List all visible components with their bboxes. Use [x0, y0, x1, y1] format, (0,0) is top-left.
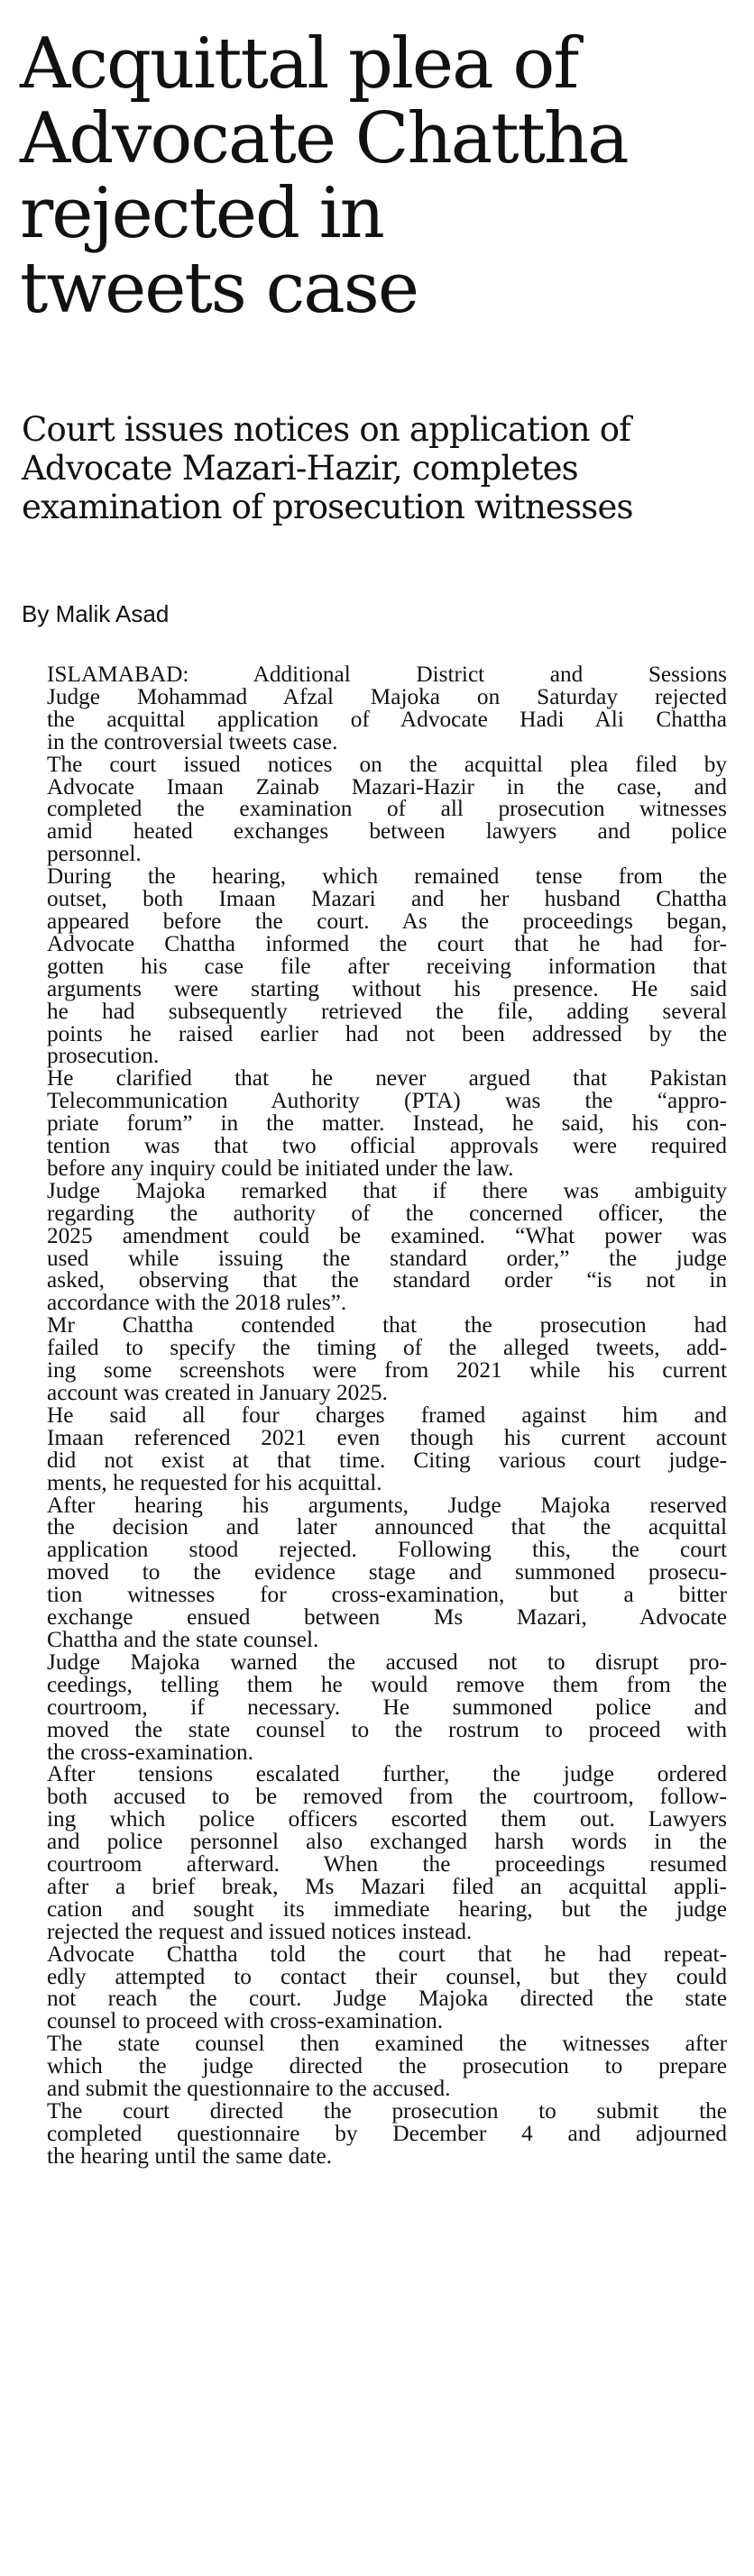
- body-line: ceedings, telling them he would remove them from the: [47, 1671, 727, 1697]
- body-line: and submit the questionnaire to the accused.: [47, 2076, 451, 2102]
- body-line: completed the examination of all prosecution witnesses: [47, 796, 727, 822]
- body-line: The court issued notices on the acquittal plea filed by: [47, 751, 727, 777]
- article-body: [25, 663, 727, 2168]
- body-line: did not exist at that time. Citing various court judge-: [47, 1447, 727, 1473]
- body-line: completed questionnaire by December 4 and adjourned: [47, 2120, 727, 2146]
- body-line: accordance with the 2018 rules”.: [47, 1290, 347, 1316]
- body-line: appeared before the court. As the proceedings began,: [47, 908, 727, 934]
- body-line: amid heated exchanges between lawyers and police: [47, 818, 727, 845]
- body-line: application stood rejected. Following this, the court: [47, 1537, 727, 1563]
- body-paragraph: [25, 1651, 727, 1764]
- body-line: courtroom afterward. When the proceedings resumed: [47, 1851, 727, 1877]
- body-line: after a brief break, Ms Mazari filed an acquittal appli-: [47, 1873, 727, 1899]
- body-line: not reach the court. Judge Majoka directed the state: [47, 1986, 727, 2012]
- headline-line: rejected in: [20, 173, 383, 254]
- headline-line: Acquittal plea of: [20, 23, 578, 105]
- body-line: He clarified that he never argued that Pakistan: [47, 1065, 727, 1092]
- body-line: After hearing his arguments, Judge Majoka reserved: [47, 1492, 727, 1518]
- body-paragraph: [25, 1067, 727, 1180]
- body-line: exchange ensued between Ms Mazari, Advocate: [47, 1604, 727, 1631]
- body-line: the acquittal application of Advocate Hadi Ali Chattha: [47, 706, 727, 732]
- body-line: points he raised earlier had not been addressed by the: [47, 1020, 727, 1046]
- body-line: After tensions escalated further, the judge ordered: [47, 1761, 727, 1787]
- body-line: gotten his case file after receiving information that: [47, 953, 727, 979]
- headline: [20, 23, 741, 329]
- body-line: Advocate Chattha informed the court that he had for-: [47, 930, 727, 956]
- body-line: account was created in January 2025.: [47, 1380, 388, 1405]
- body-line: Judge Majoka remarked that if there was ambiguity: [47, 1177, 727, 1203]
- body-paragraph: [25, 865, 727, 1067]
- body-line: Judge Majoka warned the accused not to disrupt pro-: [47, 1649, 727, 1675]
- body-line: Advocate Imaan Zainab Mazari-Hazir in the case, and: [47, 773, 727, 799]
- body-line: Chattha and the state counsel.: [47, 1626, 319, 1652]
- body-paragraph: [25, 663, 727, 754]
- body-paragraph: [25, 1943, 727, 2033]
- body-line: prosecution.: [47, 1043, 160, 1069]
- body-line: the cross-examination.: [47, 1739, 254, 1765]
- body-paragraph: [25, 1404, 727, 1494]
- body-line: During the hearing, which remained tense from the: [47, 863, 727, 890]
- body-line: ing some screenshots were from 2021 while his current: [47, 1357, 727, 1384]
- body-line: and police personnel also exchanged harsh words in the: [47, 1829, 727, 1855]
- body-line: moved the state counsel to the rostrum to proceed with: [47, 1716, 727, 1742]
- body-line: Telecommunication Authority (PTA) was the “appro-: [47, 1088, 727, 1114]
- body-line: failed to specify the timing of the alleged tweets, add-: [47, 1335, 727, 1361]
- body-line: edly attempted to contact their counsel, but they could: [47, 1963, 727, 1989]
- subheadline-line: Advocate Mazari-Hazir, completes: [22, 449, 578, 488]
- subheadline-line: Court issues notices on application of: [22, 410, 631, 449]
- body-line: The court directed the prosecution to submit the: [47, 2098, 727, 2124]
- body-line: counsel to proceed with cross-examination.: [47, 2008, 444, 2034]
- body-paragraph: [25, 1177, 727, 1316]
- body-line: courtroom, if necessary. He summoned police and: [47, 1694, 727, 1720]
- body-line: 2025 amendment could be examined. “What power was: [47, 1222, 727, 1248]
- body-line: moved to the evidence stage and summoned prosecu-: [47, 1559, 727, 1585]
- body-line: tention was that two official approvals were required: [47, 1133, 727, 1159]
- body-line: Advocate Chattha told the court that he had repeat-: [47, 1941, 727, 1967]
- body-line: in the controversial tweets case.: [47, 728, 338, 754]
- body-line: regarding the authority of the concerned officer, the: [47, 1200, 727, 1226]
- body-line: arguments were starting without his presence. He said: [47, 975, 727, 1001]
- headline-line: Advocate Chattha: [20, 98, 628, 179]
- body-line: ISLAMABAD: Additional District and Sessions: [47, 662, 727, 687]
- body-line: asked, observing that the standard order “is not in: [47, 1267, 727, 1293]
- body-line: the decision and later announced that the acquittal: [47, 1514, 727, 1540]
- body-line: He said all four charges framed against him and: [47, 1402, 727, 1428]
- body-paragraph: [25, 2032, 727, 2100]
- body-line: The state counsel then examined the witnesses after: [47, 2031, 727, 2057]
- body-line: before any inquiry could be initiated under the law.: [47, 1155, 514, 1181]
- body-line: which the judge directed the prosecution to prepare: [47, 2053, 727, 2079]
- body-line: ments, he requested for his acquittal.: [47, 1469, 382, 1495]
- body-line: tion witnesses for cross-examination, but a bitter: [47, 1582, 727, 1608]
- byline: By Malik Asad: [22, 600, 170, 627]
- body-line: ing which police officers escorted them out. Lawyers: [47, 1806, 727, 1832]
- body-line: priate forum” in the matter. Instead, he said, his con-: [47, 1110, 727, 1137]
- body-paragraph: [25, 1494, 727, 1651]
- body-line: rejected the request and issued notices instead.: [47, 1918, 473, 1944]
- body-line: cation and sought its immediate hearing, but the judge: [47, 1895, 727, 1922]
- body-paragraph: [25, 1763, 727, 1942]
- subheadline: [22, 410, 743, 526]
- body-line: Mr Chattha contended that the prosecution had: [47, 1312, 727, 1338]
- body-paragraph: [25, 1314, 727, 1404]
- body-line: the hearing until the same date.: [47, 2142, 333, 2169]
- body-line: used while issuing the standard order,” the judge: [47, 1245, 727, 1271]
- body-line: he had subsequently retrieved the file, adding several: [47, 998, 727, 1024]
- body-line: Imaan referenced 2021 even though his current account: [47, 1424, 727, 1450]
- body-line: both accused to be removed from the courtroom, follow-: [47, 1784, 727, 1810]
- body-paragraph: [25, 751, 727, 867]
- headline-line: tweets case: [20, 248, 418, 329]
- body-line: outset, both Imaan Mazari and her husband Chattha: [47, 886, 727, 912]
- body-paragraph: [25, 2100, 727, 2168]
- body-line: Judge Mohammad Afzal Majoka on Saturday rejected: [47, 683, 727, 709]
- body-line: personnel.: [47, 841, 142, 867]
- subheadline-line: examination of prosecution witnesses: [22, 488, 633, 526]
